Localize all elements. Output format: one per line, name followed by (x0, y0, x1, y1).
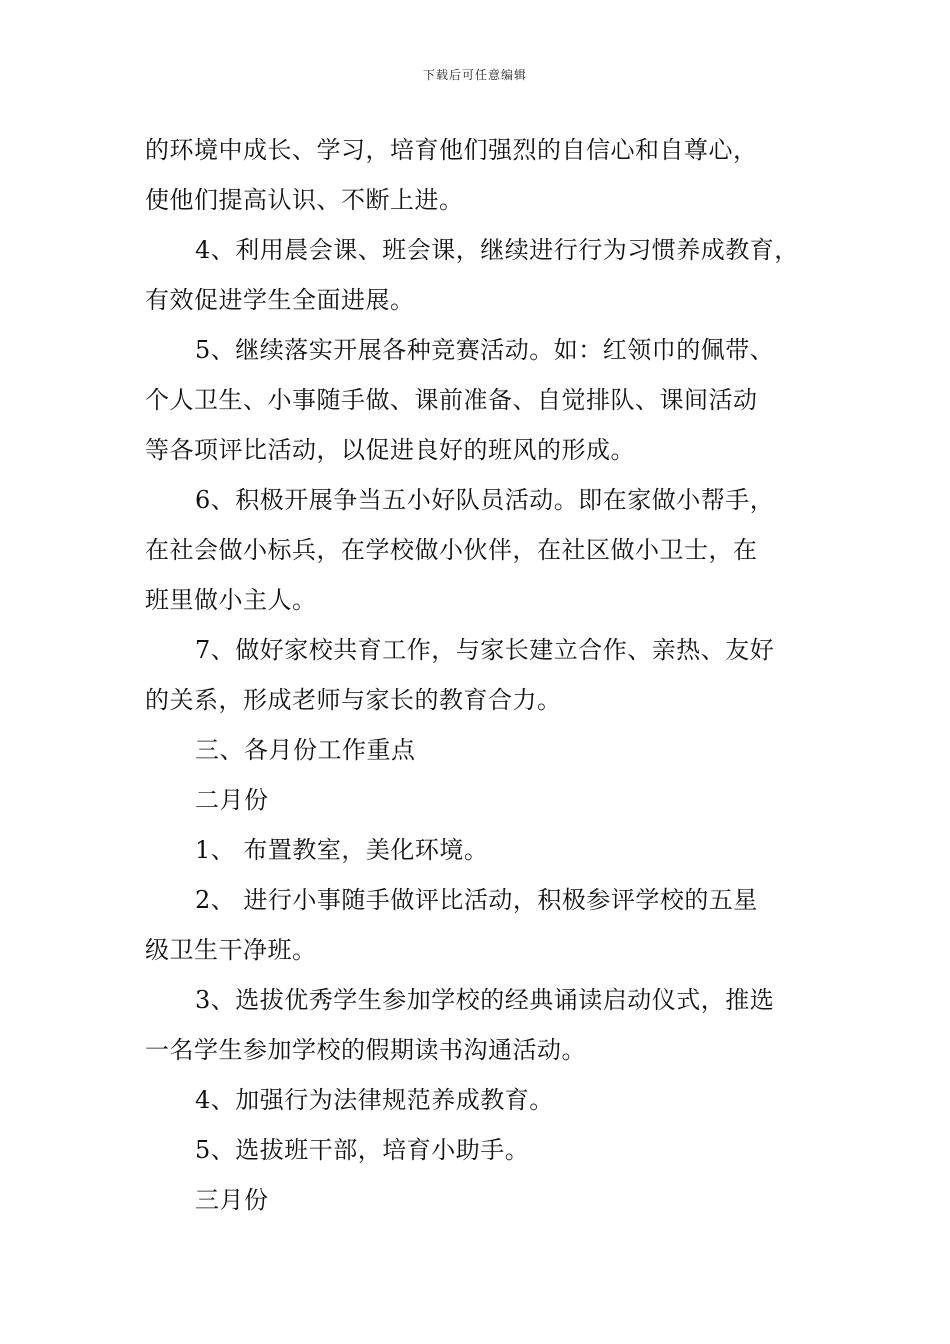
text-line: 有效促进学生全面进展。 (145, 286, 415, 314)
page-header-note: 下载后可任意编辑 (422, 68, 527, 82)
text-line: 4、利用晨会课、班会课，继续进行行为习惯养成教育， (195, 236, 799, 264)
text-line: 7、做好家校共育工作，与家长建立合作、亲热、友好 (195, 636, 775, 664)
text-line: 级卫生干净班。 (145, 936, 317, 964)
text-line: 的环境中成长、学习，培育他们强烈的自信心和自尊心， (145, 136, 758, 164)
text-line: 3、选拔优秀学生参加学校的经典诵读启动仪式，推选 (195, 986, 775, 1014)
month-heading: 三月份 (195, 1186, 269, 1214)
text-line: 2、 进行小事随手做评比活动，积极参评学校的五星 (195, 886, 758, 914)
text-line: 一名学生参加学校的假期读书沟通活动。 (145, 1036, 586, 1064)
section-heading: 三、各月份工作重点 (195, 736, 416, 764)
document-body (145, 125, 815, 1225)
text-line: 4、加强行为法律规范养成教育。 (195, 1086, 554, 1114)
text-line: 使他们提高认识、不断上进。 (145, 186, 464, 214)
text-line: 班里做小主人。 (145, 586, 317, 614)
text-line: 的关系，形成老师与家长的教育合力。 (145, 686, 562, 714)
text-line: 6、积极开展争当五小好队员活动。即在家做小帮手， (195, 486, 775, 514)
text-line: 1、 布置教室，美化环境。 (195, 836, 489, 864)
text-line: 等各项评比活动，以促进良好的班风的形成。 (145, 436, 635, 464)
text-line: 5、选拔班干部，培育小助手。 (195, 1136, 530, 1164)
month-heading: 二月份 (195, 786, 269, 814)
text-line: 在社会做小标兵，在学校做小伙伴，在社区做小卫士，在 (145, 536, 758, 564)
text-line: 5、继续落实开展各种竞赛活动。如：红领巾的佩带、 (195, 336, 775, 364)
text-line: 个人卫生、小事随手做、课前准备、自觉排队、课间活动 (145, 386, 758, 414)
